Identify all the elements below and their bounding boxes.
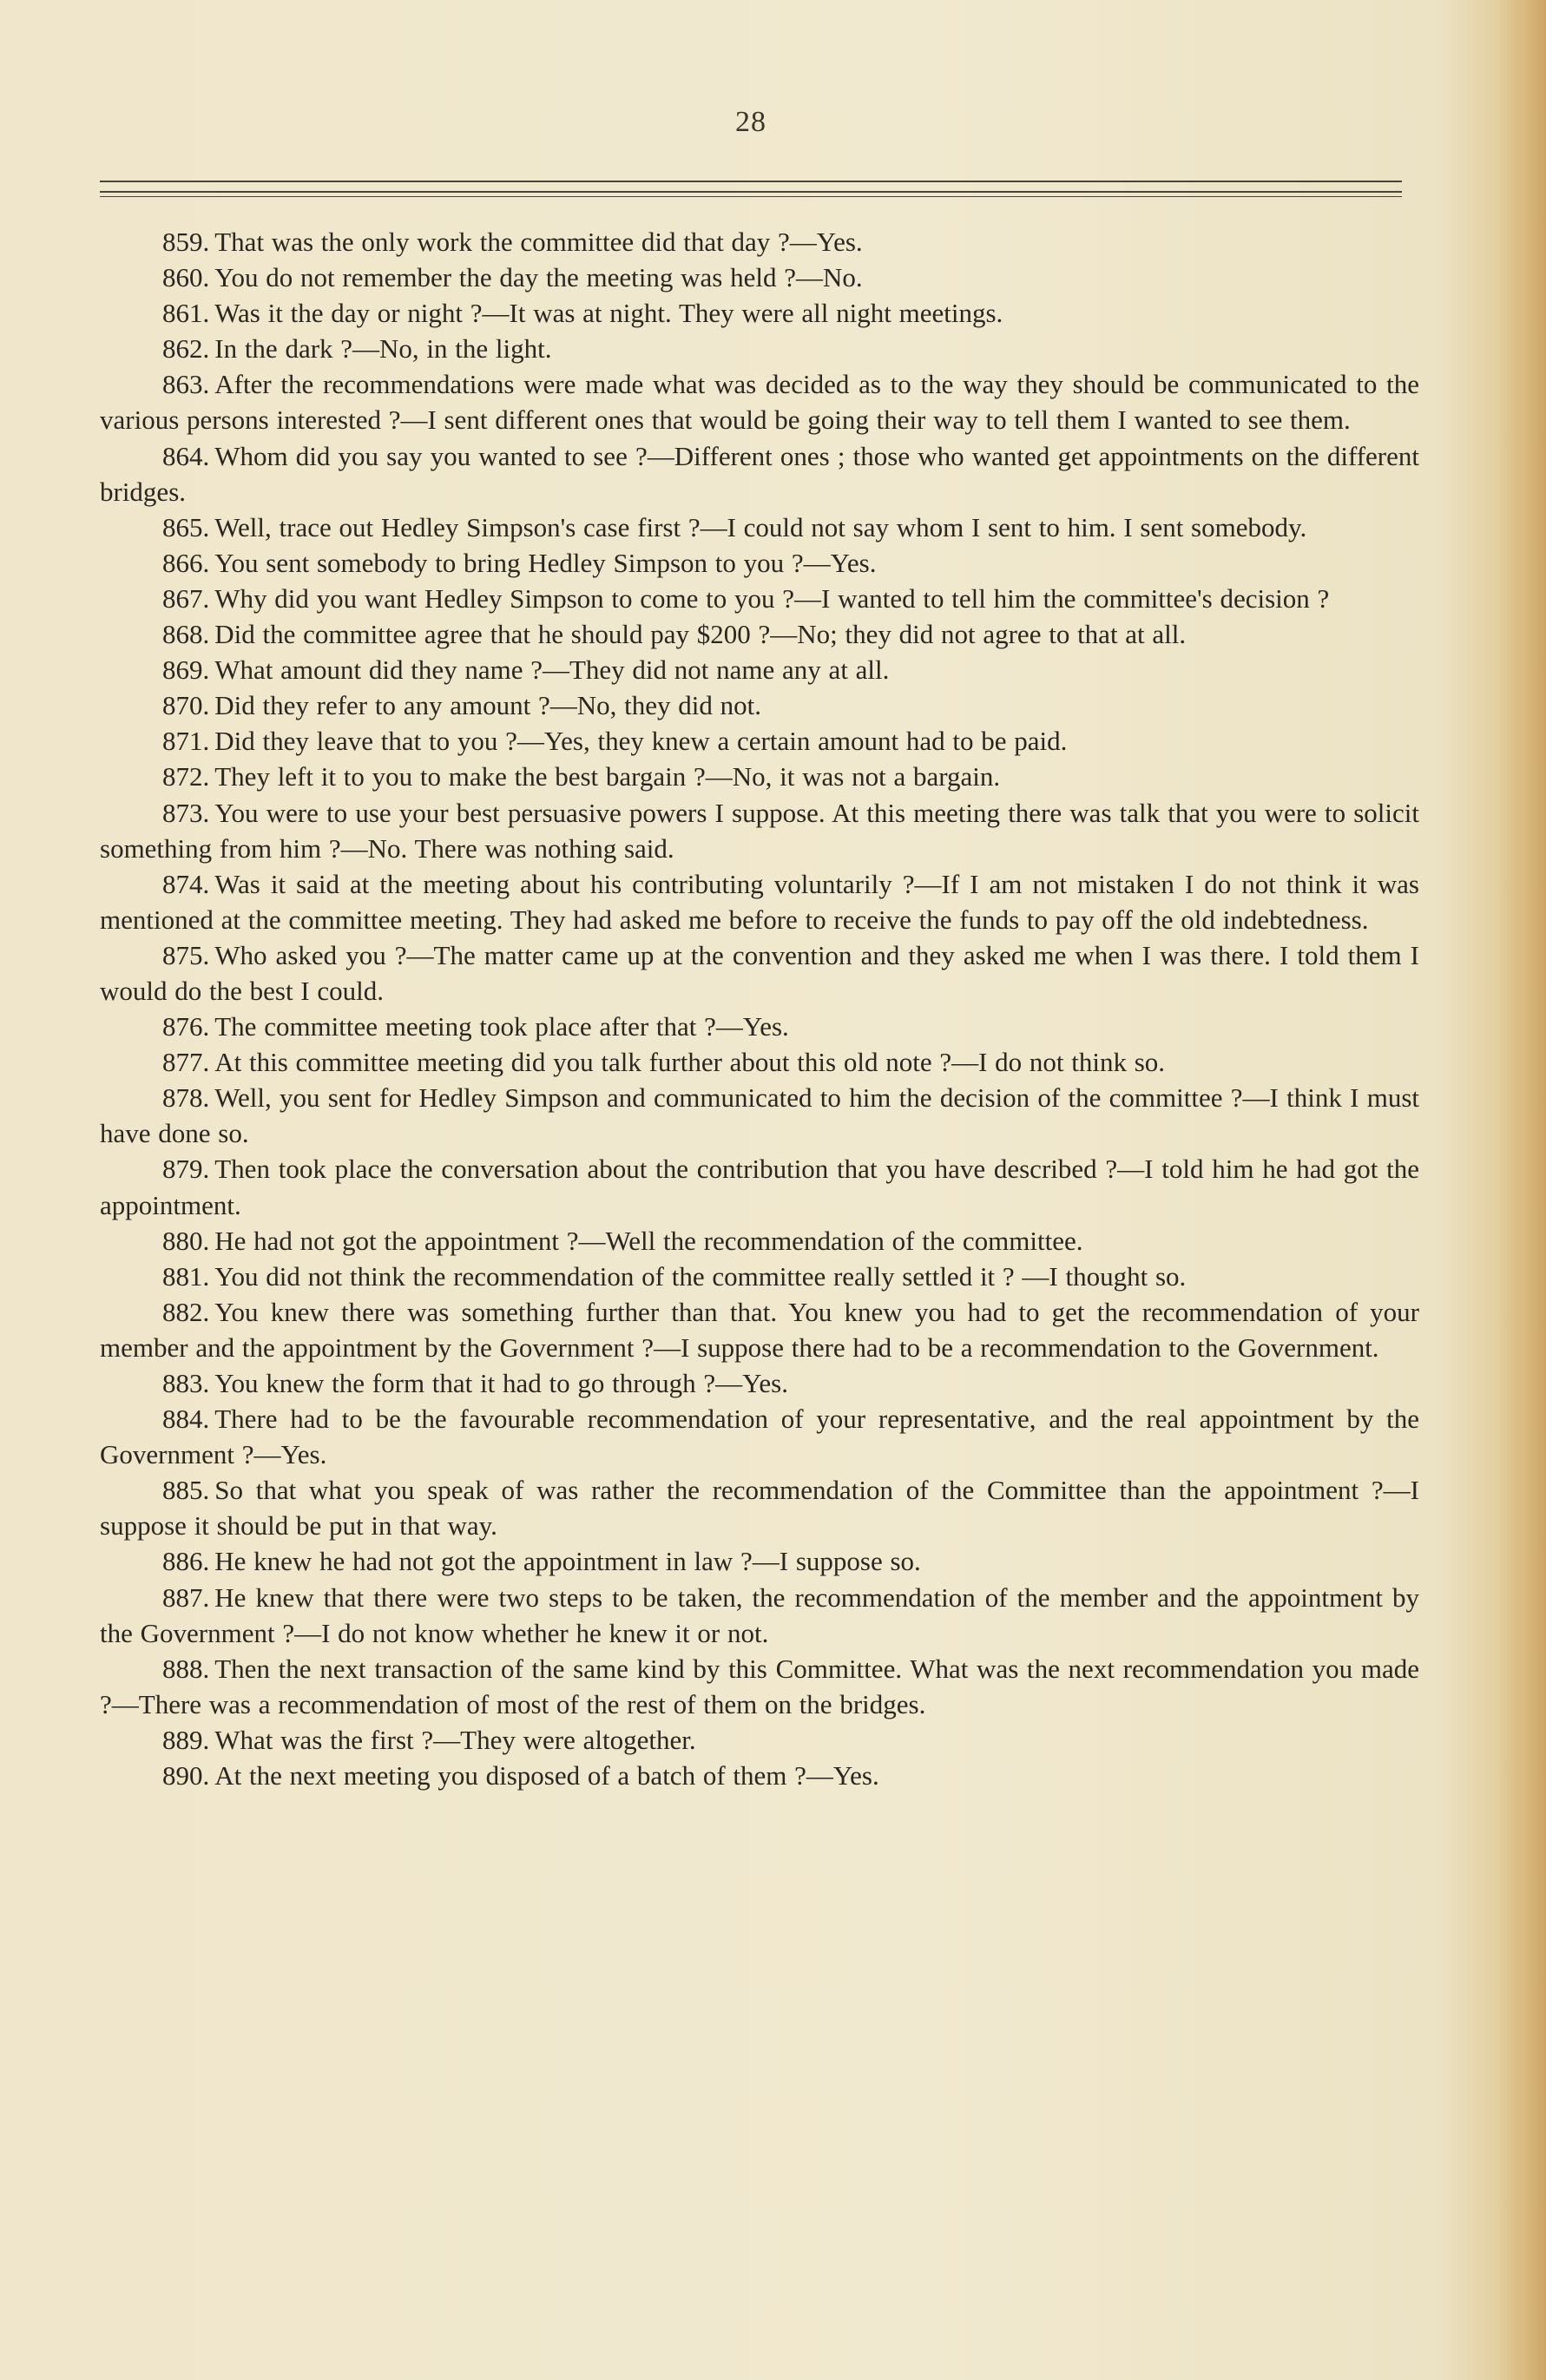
entry-text: You did not think the recommendation of the committee really settled it ? —I thought so. [214, 1260, 1187, 1292]
testimony-entry [100, 545, 1419, 581]
entry-text: You knew the form that it had to go through ?—Yes. [214, 1368, 788, 1398]
testimony-entry [100, 866, 1419, 937]
testimony-entry [100, 723, 1419, 759]
testimony-entry [100, 937, 1419, 1009]
testimony-entry [100, 1543, 1419, 1579]
entry-number: 864. [162, 440, 210, 471]
entry-text: The committee meeting took place after that ?—Yes. [214, 1011, 789, 1042]
entry-text: He knew he had not got the appointment in law ?—I suppose so. [214, 1546, 921, 1577]
testimony-entry [100, 1223, 1419, 1259]
entry-number: 882. [162, 1296, 210, 1327]
entry-number: 868. [162, 619, 210, 650]
entry-number: 867. [162, 582, 210, 614]
entry-number: 886. [162, 1546, 210, 1577]
header-rule-top [100, 181, 1402, 182]
testimony-entry [100, 1580, 1419, 1651]
testimony-entry [100, 510, 1419, 545]
entry-text: At the next meeting you disposed of a batch of them ?—Yes. [214, 1760, 879, 1792]
entry-text: Did the committee agree that he should pay $200 ?—No; they did not agree to that at all. [214, 619, 1187, 650]
entry-number: 866. [162, 547, 210, 578]
entry-number: 873. [162, 797, 210, 828]
entry-text: Then the next transaction of the same kind by this Committee. What was the next recommendation you made ?—There was a recommendation of most of the rest of them on the bridges. [100, 1653, 1419, 1719]
testimony-entry [100, 438, 1419, 510]
entry-text: You do not remember the day the meeting was held ?—No. [214, 262, 863, 293]
entry-number: 888. [162, 1653, 210, 1684]
testimony-entry [100, 1151, 1419, 1222]
entry-number: 890. [162, 1760, 210, 1792]
entry-number: 877. [162, 1047, 210, 1078]
entry-number: 863. [162, 369, 210, 400]
testimony-entry [100, 616, 1419, 652]
entry-number: 865. [162, 511, 210, 542]
testimony-entry [100, 1722, 1419, 1758]
entry-text: Then took place the conversation about the contribution that you have described ?—I told him he had got the appointment. [100, 1154, 1419, 1220]
testimony-entry [100, 295, 1419, 331]
entry-number: 876. [162, 1011, 210, 1042]
entry-text: After the recommendations were made what was decided as to the way they should be communicated to the various persons interested ?—I sent different ones that would be going their way to tell them I wanted to see them. [100, 369, 1419, 436]
entry-number: 889. [162, 1724, 210, 1755]
entry-number: 869. [162, 654, 210, 686]
testimony-text [100, 224, 1419, 1793]
entry-text: Why did you want Hedley Simpson to come to you ?—I wanted to tell him the committee's decision ? [214, 582, 1330, 614]
page-number: 28 [735, 106, 766, 138]
entry-text: What amount did they name ?—They did not name any at all. [214, 654, 890, 686]
entry-number: 881. [162, 1260, 210, 1292]
entry-number: 874. [162, 868, 210, 899]
entry-text: Did they refer to any amount ?—No, they did not. [214, 690, 761, 721]
testimony-entry [100, 1472, 1419, 1543]
testimony-entry [100, 652, 1419, 687]
testimony-entry [100, 759, 1419, 794]
entry-number: 878. [162, 1082, 210, 1114]
entry-text: That was the only work the committee did that day ?—Yes. [214, 227, 863, 257]
entry-text: Was it the day or night ?—It was at night. They were all night meetings. [214, 298, 1003, 329]
entry-number: 883. [162, 1368, 210, 1398]
entry-text: Whom did you say you wanted to see ?—Different ones ; those who wanted get appointments on the different bridges. [100, 440, 1419, 507]
entry-text: At this committee meeting did you talk further about this old note ?—I do not think so. [214, 1047, 1166, 1078]
entry-number: 870. [162, 690, 210, 721]
page-edge-shading [1494, 0, 1546, 2380]
testimony-entry [100, 331, 1419, 366]
testimony-entry [100, 1294, 1419, 1365]
entry-text: He knew that there were two steps to be taken, the recommendation of the member and the appointment by the Government ?—I do not know whether he knew it or not. [100, 1581, 1419, 1648]
testimony-entry [100, 581, 1419, 616]
entry-text: They left it to you to make the best bargain ?—No, it was not a bargain. [214, 761, 1001, 792]
testimony-entry [100, 260, 1419, 295]
entry-number: 879. [162, 1154, 210, 1185]
entry-text: You knew there was something further than that. You knew you had to get the recommendation of your member and the appointment by the Government ?—I suppose there had to be a recommendation to the Government. [100, 1296, 1419, 1363]
entry-number: 884. [162, 1404, 210, 1435]
entry-number: 861. [162, 298, 210, 329]
entry-number: 880. [162, 1225, 210, 1256]
entry-text: What was the first ?—They were altogether. [214, 1724, 696, 1755]
entry-number: 875. [162, 939, 210, 970]
entry-number: 860. [162, 262, 210, 293]
entry-text: Who asked you ?—The matter came up at the convention and they asked me when I was there. I told them I would do the best I could. [100, 939, 1419, 1006]
testimony-entry [100, 1651, 1419, 1722]
testimony-entry [100, 1365, 1419, 1401]
testimony-entry [100, 687, 1419, 723]
testimony-entry [100, 795, 1419, 866]
entry-text: In the dark ?—No, in the light. [214, 333, 552, 365]
entry-number: 862. [162, 333, 210, 365]
testimony-entry [100, 366, 1419, 437]
entry-text: Well, you sent for Hedley Simpson and communicated to him the decision of the committee ?—I think I must have done so. [100, 1082, 1419, 1149]
testimony-entry [100, 1758, 1419, 1793]
entry-text: Was it said at the meeting about his contributing voluntarily ?—If I am not mistaken I do not think it was mentioned at the committee meeting. They had asked me before to receive the funds to pay off the old indebtedness. [100, 868, 1419, 935]
testimony-entry [100, 224, 1419, 260]
entry-number: 885. [162, 1475, 210, 1506]
entry-text: You sent somebody to bring Hedley Simpson to you ?—Yes. [214, 547, 877, 578]
testimony-entry [100, 1401, 1419, 1472]
entry-number: 871. [162, 726, 210, 757]
testimony-entry [100, 1259, 1419, 1294]
entry-text: There had to be the favourable recommendation of your representative, and the real appointment by the Government ?—Yes. [100, 1404, 1419, 1470]
entry-text: He had not got the appointment ?—Well the recommendation of the committee. [214, 1225, 1083, 1256]
entry-text: Did they leave that to you ?—Yes, they knew a certain amount had to be paid. [214, 726, 1068, 757]
entry-number: 887. [162, 1581, 210, 1613]
entry-text: Well, trace out Hedley Simpson's case first ?—I could not say whom I sent to him. I sent somebody. [214, 511, 1307, 542]
header-rule-middle [100, 191, 1402, 193]
entry-number: 859. [162, 227, 210, 257]
entry-text: You were to use your best persuasive powers I suppose. At this meeting there was talk that you were to solicit something from him ?—No. There was nothing said. [100, 797, 1419, 864]
entry-text: So that what you speak of was rather the recommendation of the Committee than the appointment ?—I suppose it should be put in that way. [100, 1475, 1419, 1542]
entry-number: 872. [162, 761, 210, 792]
testimony-entry [100, 1044, 1419, 1080]
testimony-entry [100, 1009, 1419, 1044]
testimony-entry [100, 1080, 1419, 1151]
header-rule-bottom [100, 196, 1402, 197]
